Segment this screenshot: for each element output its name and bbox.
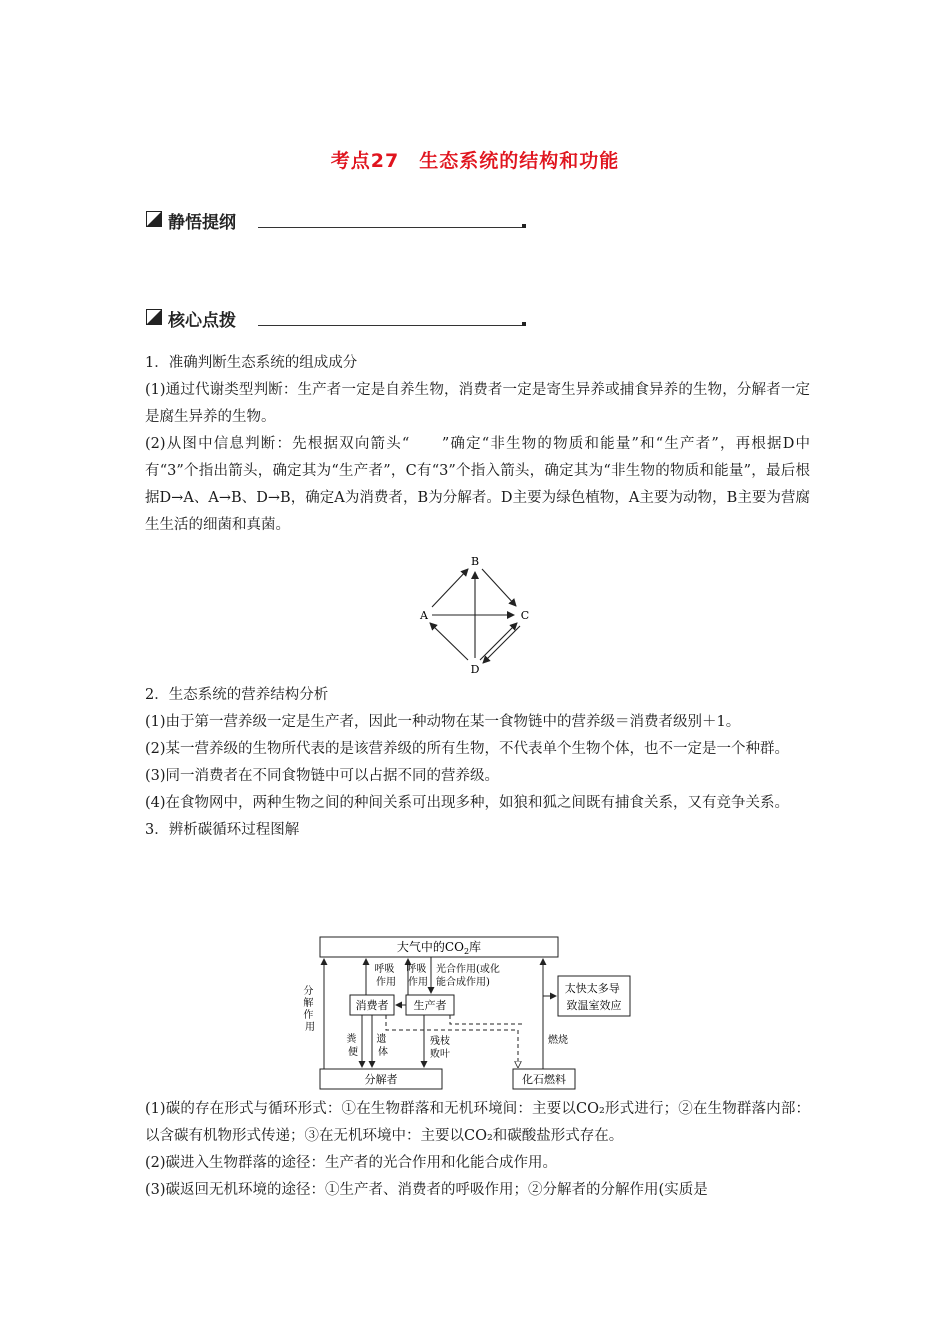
node-d: D — [470, 663, 480, 676]
section-header-core — [146, 306, 526, 330]
item-2-4: (4)在食物网中，两种生物之间的种间关系可出现多种，如狼和狐之间既有捕食关系，又有竞争关系。 — [145, 795, 790, 811]
section-rule-end — [522, 224, 526, 228]
decomposition-label: 分 解 作 用 — [303, 986, 315, 1033]
greenhouse-box-label: 太快太多导 致温室效应 — [564, 982, 622, 1012]
node-c: C — [520, 609, 530, 622]
photosynthesis-label: 光合作用(或化 能合成作用) — [436, 964, 500, 988]
section-marker-icon — [146, 309, 162, 325]
co2-pool-label: 大气中的$CO_2$库 — [396, 940, 482, 956]
feces-label: 粪 便 — [346, 1034, 358, 1058]
item-2-3: (3)同一消费者在不同食物链中可以占据不同的营养级。 — [145, 768, 500, 784]
section-title: 静悟提纲 — [168, 213, 236, 233]
heading-1: 1．准确判断生态系统的组成成分 — [145, 355, 358, 371]
section-rule — [258, 325, 522, 326]
section-header-outline — [146, 208, 526, 232]
section-title: 核心点拨 — [168, 311, 236, 331]
node-a: A — [420, 609, 428, 622]
item-2-2: (2)某一营养级的生物所代表的是该营养级的所有生物，不代表单个生物个体，也不一定是一个种群。 — [145, 741, 790, 757]
node-b: B — [470, 555, 480, 568]
consumer-respiration-label: 呼吸 作用 — [374, 964, 396, 988]
page-title: 考点27 生态系统的结构和功能 — [330, 150, 620, 172]
item-1-2: (2)从图中信息判断：先根据双向箭头“ ”确定“非生物的物质和能量”和“生产者”，再根据D中有“3”个指出箭头，确定其为“生产者”，C有“3”个指入箭头，确定其为“非生物的物质和能量”，最后根据D→A、A→B、D→B，确定A为消费者，B为分解者。D主要为绿色植物，A主要为动物，B主要为营腐生生活的细菌和真菌。 — [145, 436, 810, 533]
ecosystem-components-diagram — [410, 552, 540, 680]
paragraph-group-4 — [145, 1096, 810, 1204]
section-marker-icon — [146, 211, 162, 227]
litter-label: 残枝 败叶 — [430, 1036, 450, 1060]
producer-box-label: 生产者 — [413, 999, 447, 1012]
item-4-3: (3)碳返回无机环境的途径：①生产者、消费者的呼吸作用；②分解者的分解作用(实质是 — [145, 1182, 708, 1198]
producer-respiration-label: 呼吸 作用 — [406, 964, 428, 988]
consumer-box-label: 消费者 — [355, 999, 389, 1012]
paragraph-group-2 — [145, 682, 810, 844]
burning-label: 燃烧 — [548, 1035, 568, 1046]
item-4-1: (1)碳的存在形式与循环形式：①在生物群落和无机环境间：主要以CO₂形式进行；②在生物群落内部：以含碳有机物形式传递；③在无机环境中：主要以CO₂和碳酸盐形式存在。 — [145, 1101, 810, 1144]
heading-2: 2．生态系统的营养结构分析 — [145, 687, 329, 703]
heading-3: 3．辨析碳循环过程图解 — [145, 822, 300, 838]
section-rule — [258, 227, 522, 228]
section-rule-end — [522, 322, 526, 326]
fossil-fuel-box-label: 化石燃料 — [522, 1073, 566, 1086]
item-2-1: (1)由于第一营养级一定是生产者，因此一种动物在某一食物链中的营养级＝消费者级别＋1。 — [145, 714, 741, 730]
item-1-1: (1)通过代谢类型判断：生产者一定是自养生物，消费者一定是寄生异养或捕食异养的生物，分解者一定是腐生异养的生物。 — [145, 382, 810, 425]
item-4-2: (2)碳进入生物群落的途径：生产者的光合作用和化能合成作用。 — [145, 1155, 558, 1171]
decomposer-box-label: 分解者 — [364, 1073, 398, 1086]
carbon-cycle-diagram — [300, 932, 640, 1092]
remains-label: 遗 体 — [376, 1034, 388, 1058]
paragraph-group-1 — [145, 350, 810, 539]
